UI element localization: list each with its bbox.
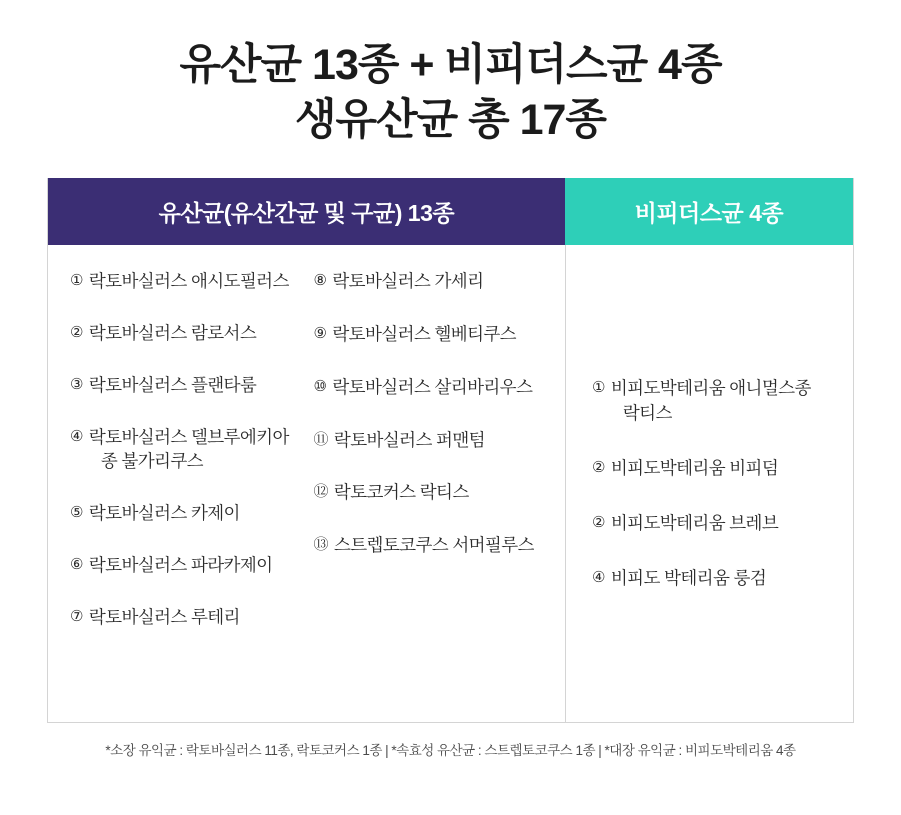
item-text: 락토바실러스 델브루에키아 종 불가리쿠스: [89, 425, 310, 475]
list-item: [70, 373, 310, 398]
item-text: 락토바실러스 살리바리우스: [332, 376, 533, 397]
page-title: [0, 0, 901, 148]
item-number: ②: [70, 323, 83, 341]
list-item: [592, 511, 853, 536]
item-text: 스트렙토코쿠스 서머필루스: [333, 535, 534, 556]
item-number: ⑪: [313, 430, 328, 448]
header-bifidobacterium: 비피더스균 4종: [565, 178, 853, 245]
list-item: [70, 605, 310, 630]
list-item: [592, 566, 853, 591]
item-text: 락토바실러스 퍼맨텀: [333, 429, 485, 450]
item-number: ④: [592, 568, 605, 586]
title-line-2: 생유산균 총 17종: [295, 96, 606, 145]
list-item: [70, 425, 310, 475]
item-number: ③: [70, 375, 83, 393]
item-text: 락토바실러스 가세리: [332, 271, 484, 292]
item-number: ①: [592, 379, 605, 397]
lactobacillus-column-a: [48, 269, 310, 722]
item-number: ⑫: [313, 483, 328, 501]
list-item: [314, 480, 565, 505]
item-number: ⑥: [70, 556, 83, 574]
item-text: 락토바실러스 애시도필러스: [88, 271, 289, 292]
list-item: [314, 533, 565, 558]
list-item: [70, 321, 310, 346]
item-number: ②: [592, 459, 605, 477]
item-text: 비피도박테리움 비피덤: [610, 458, 779, 479]
item-number: ⑩: [313, 377, 327, 395]
item-number: ⑤: [70, 504, 83, 522]
list-item: [70, 269, 310, 294]
list-item: [314, 322, 565, 347]
item-number: ⑦: [70, 607, 83, 625]
item-text: 락토바실러스 플랜타룸: [88, 374, 257, 395]
item-text: 락토바실러스 헬베티쿠스: [332, 323, 516, 344]
item-text: 락토코커스 락티스: [333, 482, 469, 503]
item-number: ⑧: [313, 272, 327, 290]
bifidobacterium-cell: [566, 245, 853, 722]
item-text: 비피도 박테리움 룽검: [610, 567, 767, 588]
item-text: 락토바실러스 파라카제이: [88, 555, 273, 576]
item-number: ①: [70, 272, 83, 290]
lactobacillus-column-b: [310, 269, 565, 722]
list-item: [314, 428, 565, 453]
item-number: ②: [592, 513, 605, 531]
header-lactobacillus: 유산균(유산간균 및 구균) 13종: [48, 178, 565, 245]
list-item: [314, 269, 565, 294]
list-item: [592, 376, 853, 426]
item-text: 락토바실러스 카제이: [88, 503, 240, 524]
item-text: 락토바실러스 루테리: [88, 606, 240, 627]
item-text-continued: 락티스: [622, 403, 672, 424]
item-text: 락토바실러스 람로서스: [88, 322, 257, 343]
table-header-row: [48, 178, 853, 245]
lactobacillus-cell: [48, 245, 566, 722]
list-item: [314, 375, 565, 400]
item-number: ⑨: [313, 324, 327, 342]
list-item: [592, 456, 853, 481]
item-text-continued: 종 불가리쿠스: [100, 451, 203, 472]
table-body-row: [48, 245, 853, 722]
strain-table: [47, 178, 854, 723]
list-item: [70, 553, 310, 578]
item-text: 비피도박테리움 브레브: [610, 512, 779, 533]
title-line-1: 유산균 13종 + 비피더스균 4종: [179, 41, 722, 89]
item-text: 비피도박테리움 애니멀스종 락티스: [611, 376, 853, 426]
list-item: [70, 501, 310, 526]
footnote: *소장 유익균 : 락토바실러스 11종, 락토코커스 1종 | *속효성 유산균 : 스트렙토코쿠스 1종 | *대장 유익균 : 비피도박테리움 4종: [105, 743, 796, 759]
item-number: ⑬: [313, 536, 328, 554]
item-number: ④: [70, 427, 83, 445]
